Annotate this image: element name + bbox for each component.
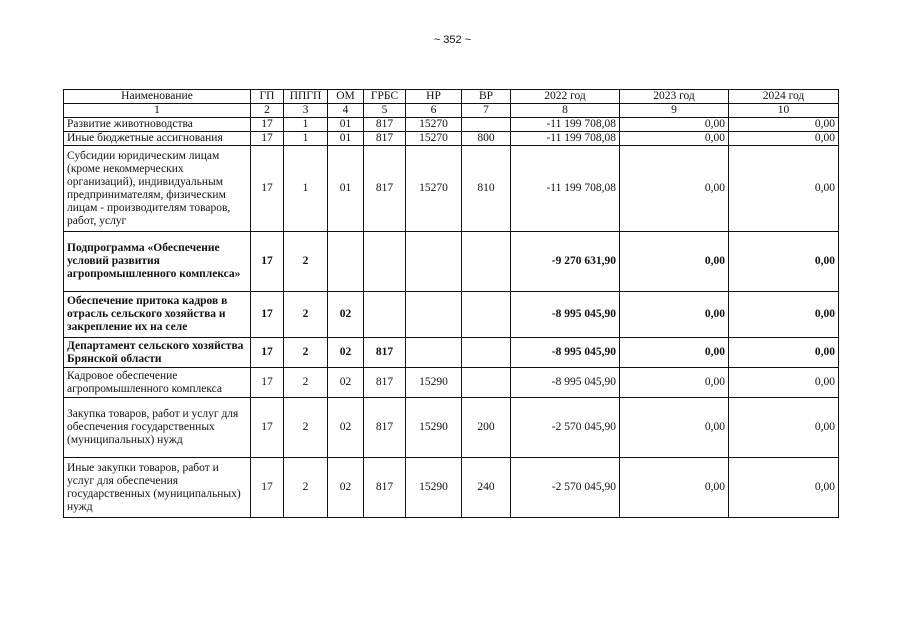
row-2022: -11 199 708,08 (511, 146, 620, 232)
row-grbs: 817 (364, 132, 406, 146)
row-om: 02 (328, 398, 364, 458)
row-2023: 0,00 (620, 132, 729, 146)
row-vr: 240 (462, 458, 511, 518)
column-number: 6 (406, 104, 462, 118)
row-gp: 17 (251, 292, 284, 338)
row-vr: 800 (462, 132, 511, 146)
row-2023: 0,00 (620, 338, 729, 368)
row-grbs: 817 (364, 368, 406, 398)
row-gp: 17 (251, 338, 284, 368)
table-row (64, 132, 839, 146)
header-name: Наименование (64, 90, 251, 104)
row-grbs (364, 232, 406, 292)
row-om: 02 (328, 368, 364, 398)
column-number: 3 (284, 104, 328, 118)
column-number: 1 (64, 104, 251, 118)
row-vr: 200 (462, 398, 511, 458)
row-2022: -8 995 045,90 (511, 292, 620, 338)
row-nr (406, 232, 462, 292)
header-om: ОМ (328, 90, 364, 104)
row-grbs: 817 (364, 338, 406, 368)
column-number: 9 (620, 104, 729, 118)
header-grbs: ГРБС (364, 90, 406, 104)
row-om: 02 (328, 458, 364, 518)
row-2024: 0,00 (729, 458, 839, 518)
header-gp: ГП (251, 90, 284, 104)
row-om: 02 (328, 338, 364, 368)
row-om: 02 (328, 292, 364, 338)
row-2024: 0,00 (729, 338, 839, 368)
column-number: 8 (511, 104, 620, 118)
row-gp: 17 (251, 232, 284, 292)
row-grbs: 817 (364, 398, 406, 458)
row-ppgp: 1 (284, 146, 328, 232)
row-2023: 0,00 (620, 368, 729, 398)
row-2024: 0,00 (729, 232, 839, 292)
row-ppgp: 1 (284, 132, 328, 146)
row-nr: 15290 (406, 368, 462, 398)
row-om (328, 232, 364, 292)
row-name: Обеспечение притока кадров в отрасль сельского хозяйства и закрепление их на селе (64, 292, 251, 338)
row-grbs (364, 292, 406, 338)
row-2023: 0,00 (620, 146, 729, 232)
column-number: 4 (328, 104, 364, 118)
row-2023: 0,00 (620, 232, 729, 292)
row-nr: 15270 (406, 146, 462, 232)
row-2023: 0,00 (620, 398, 729, 458)
header-2022: 2022 год (511, 90, 620, 104)
row-2024: 0,00 (729, 368, 839, 398)
row-name: Субсидии юридическим лицам (кроме некоммерческих организаций), индивидуальным предпринимателям, физическим лицам - производителям товаров, работ, услуг (64, 146, 251, 232)
row-2024: 0,00 (729, 118, 839, 132)
row-2022: -9 270 631,90 (511, 232, 620, 292)
row-ppgp: 1 (284, 118, 328, 132)
row-name: Подпрограмма «Обеспечение условий развития агропромышленного комплекса» (64, 232, 251, 292)
row-2022: -11 199 708,08 (511, 132, 620, 146)
row-ppgp: 2 (284, 398, 328, 458)
row-gp: 17 (251, 398, 284, 458)
column-number: 5 (364, 104, 406, 118)
row-name: Кадровое обеспечение агропромышленного комплекса (64, 368, 251, 398)
row-gp: 17 (251, 132, 284, 146)
row-ppgp: 2 (284, 338, 328, 368)
table-row (64, 118, 839, 132)
row-2023: 0,00 (620, 458, 729, 518)
row-2022: -8 995 045,90 (511, 338, 620, 368)
row-nr: 15290 (406, 398, 462, 458)
row-grbs: 817 (364, 458, 406, 518)
row-2022: -2 570 045,90 (511, 458, 620, 518)
page-number: ~ 352 ~ (433, 34, 472, 46)
row-2023: 0,00 (620, 292, 729, 338)
row-vr (462, 368, 511, 398)
row-om: 01 (328, 146, 364, 232)
row-name: Закупка товаров, работ и услуг для обеспечения государственных (муниципальных) нужд (64, 398, 251, 458)
row-om: 01 (328, 118, 364, 132)
header-vr: ВР (462, 90, 511, 104)
row-vr (462, 118, 511, 132)
header-2023: 2023 год (620, 90, 729, 104)
table-row (64, 232, 839, 292)
row-2024: 0,00 (729, 398, 839, 458)
header-ppgp: ППГП (284, 90, 328, 104)
column-number: 7 (462, 104, 511, 118)
row-ppgp: 2 (284, 232, 328, 292)
row-ppgp: 2 (284, 458, 328, 518)
row-vr (462, 232, 511, 292)
row-2023: 0,00 (620, 118, 729, 132)
table-row (64, 146, 839, 232)
row-gp: 17 (251, 146, 284, 232)
row-2024: 0,00 (729, 146, 839, 232)
row-nr (406, 292, 462, 338)
row-2022: -11 199 708,08 (511, 118, 620, 132)
row-gp: 17 (251, 368, 284, 398)
column-number: 2 (251, 104, 284, 118)
row-nr (406, 338, 462, 368)
row-nr: 15270 (406, 132, 462, 146)
row-ppgp: 2 (284, 292, 328, 338)
row-vr (462, 292, 511, 338)
table-row (64, 338, 839, 368)
budget-table (63, 89, 839, 518)
header-row (64, 90, 839, 104)
row-nr: 15270 (406, 118, 462, 132)
row-2024: 0,00 (729, 292, 839, 338)
header-2024: 2024 год (729, 90, 839, 104)
table-row (64, 458, 839, 518)
row-grbs: 817 (364, 118, 406, 132)
table-row (64, 398, 839, 458)
row-name: Департамент сельского хозяйства Брянской области (64, 338, 251, 368)
row-om: 01 (328, 132, 364, 146)
row-name: Иные закупки товаров, работ и услуг для обеспечения государственных (муниципальных) нужд (64, 458, 251, 518)
row-name: Развитие животноводства (64, 118, 251, 132)
column-number: 10 (729, 104, 839, 118)
row-nr: 15290 (406, 458, 462, 518)
row-vr: 810 (462, 146, 511, 232)
row-ppgp: 2 (284, 368, 328, 398)
row-2022: -2 570 045,90 (511, 398, 620, 458)
table-row (64, 292, 839, 338)
row-vr (462, 338, 511, 368)
row-grbs: 817 (364, 146, 406, 232)
column-number-row (64, 104, 839, 118)
row-2024: 0,00 (729, 132, 839, 146)
header-nr: НР (406, 90, 462, 104)
row-gp: 17 (251, 458, 284, 518)
table-row (64, 368, 839, 398)
row-gp: 17 (251, 118, 284, 132)
row-name: Иные бюджетные ассигнования (64, 132, 251, 146)
row-2022: -8 995 045,90 (511, 368, 620, 398)
